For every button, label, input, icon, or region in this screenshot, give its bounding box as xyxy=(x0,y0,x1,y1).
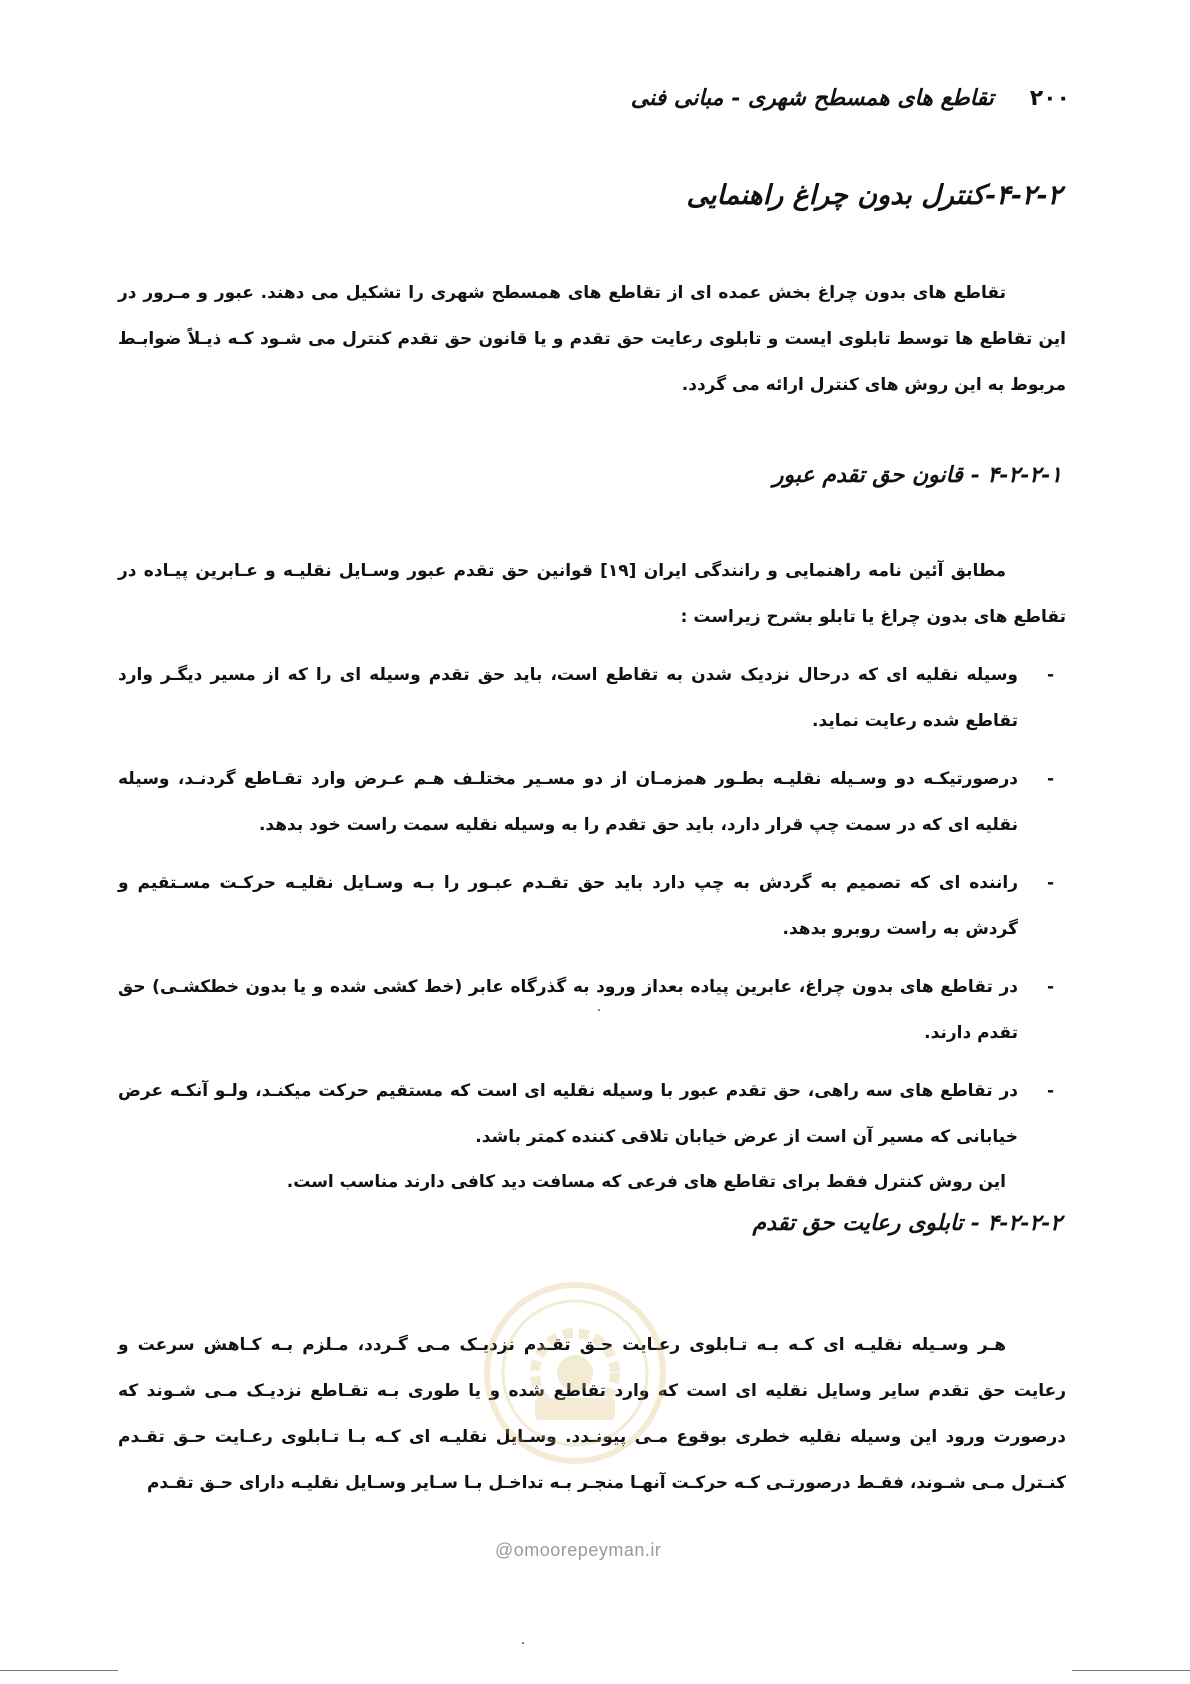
right-of-way-rules-list xyxy=(118,652,1066,1172)
section-intro-paragraph: تقاطع های بدون چراغ بخش عمده ای از تقاطع های همسطح شهری را تشکیل می دهند. عبور و مـرور در این تقاطع ها توسط تابلوی ایست و تابلوی رعایت حق تقدم و یا قانون حق تقدم کنترل می شـود کـه ذیـلاً ضوابـط مربوط به این روش های کنترل ارائه می گردد. xyxy=(118,283,1066,395)
list-item xyxy=(118,860,1066,952)
scan-speck xyxy=(522,1642,524,1644)
rule-text: درصورتیکـه دو وسـیله نقلیـه بطـور همزمـان از دو مسـیر مختلـف هـم عـرض وارد تقـاطع گردنـد، وسیله نقلیه ای که در سمت چپ قرار دارد، باید حق تقدم را به وسیله نقلیه سمت راست خود بدهد. xyxy=(118,769,1018,835)
watermark-website-label: @omoorepeyman.ir xyxy=(495,1540,662,1560)
list-item xyxy=(118,1068,1066,1160)
page-header xyxy=(620,78,1070,118)
running-title: تقاطع های همسطح شهری - مبانی فنی xyxy=(630,85,994,111)
bullet-dash: - xyxy=(1046,873,1054,893)
list-item xyxy=(118,652,1066,744)
bullet-dash: - xyxy=(1046,769,1054,789)
rule-text: در تقاطع های بدون چراغ، عابرین پیاده بعداز ورود به گذرگاه عابر (خط کشی شده و یا بدون خطکشـی) حق تقدم دارند. xyxy=(118,977,1018,1043)
list-item xyxy=(118,964,1066,1056)
rule-text: راننده ای که تصمیم به گردش به چپ دارد باید حق تقـدم عبـور را بـه وسـایل نقلیـه حرکـت مسـتقیم و گردش به راست روبرو بدهد. xyxy=(118,873,1018,939)
bullet-dash: - xyxy=(1046,665,1054,685)
scan-edge-line-right xyxy=(1072,1670,1190,1671)
scan-speck xyxy=(598,1009,600,1011)
rule-text: در تقاطع های سه راهی، حق تقدم عبور با وسیله نقلیه ای است که مستقیم حرکت میکنـد، ولـو آنکـه عرض خیابانی که مسیر آن است از عرض خیابان تلاقی کننده کمتر باشد. xyxy=(118,1081,1018,1147)
bullet-dash: - xyxy=(1046,1081,1054,1101)
scan-edge-line-left xyxy=(0,1670,118,1671)
subsection-heading-right-of-way: ۴-۲-۲-۱ - قانون حق تقدم عبور xyxy=(772,462,1062,488)
subsection-heading-yield-sign: ۴-۲-۲-۲ - تابلوی رعایت حق تقدم xyxy=(752,1210,1062,1236)
page-number: ۲۰۰ xyxy=(1029,85,1070,111)
control-suitability-note: این روش کنترل فقط برای تقاطع های فرعی که مسافت دید کافی دارند مناسب است. xyxy=(286,1172,1006,1192)
section-heading: ۴-۲-۲-کنترل بدون چراغ راهنمایی xyxy=(686,180,1062,211)
rule-text: وسیله نقلیه ای که درحال نزدیک شدن به تقاطع است، باید حق تقدم وسیله ای را که از مسیر دیگـر وارد تقاطع شده رعایت نماید. xyxy=(118,665,1018,731)
right-of-way-intro-paragraph: مطابق آئین نامه راهنمایی و رانندگی ایران [۱۹] قوانین حق تقدم عبور وسـایل نقلیـه و عـابرین پیـاده در تقاطع های بدون چراغ یا تابلو بشرح زیراست : xyxy=(118,561,1066,627)
list-item xyxy=(118,756,1066,848)
yield-sign-paragraph: هـر وسـیله نقلیـه ای کـه بـه تـابلوی رعـایت حـق تقـدم نزدیـک مـی گـردد، مـلزم بـه کـاهش سرعت و رعایت حق تقدم سایر وسایل نقلیه ای است که وارد تقاطع شده و یا طوری بـه تقـاطع نزدیـک مـی شـوند که درصورت ورود این وسیله نقلیه خطری بوقوع مـی پیونـدد. وسـایل نقلیـه ای کـه بـا تـابلوی رعـایت حـق تقـدم کنـترل مـی شـوند، فقـط درصورتـی کـه حرکـت آنهـا منجـر بـه تداخـل بـا سـایر وسـایل نقلیـه دارای حـق تقـدم xyxy=(118,1335,1066,1493)
bullet-dash: - xyxy=(1046,977,1054,997)
